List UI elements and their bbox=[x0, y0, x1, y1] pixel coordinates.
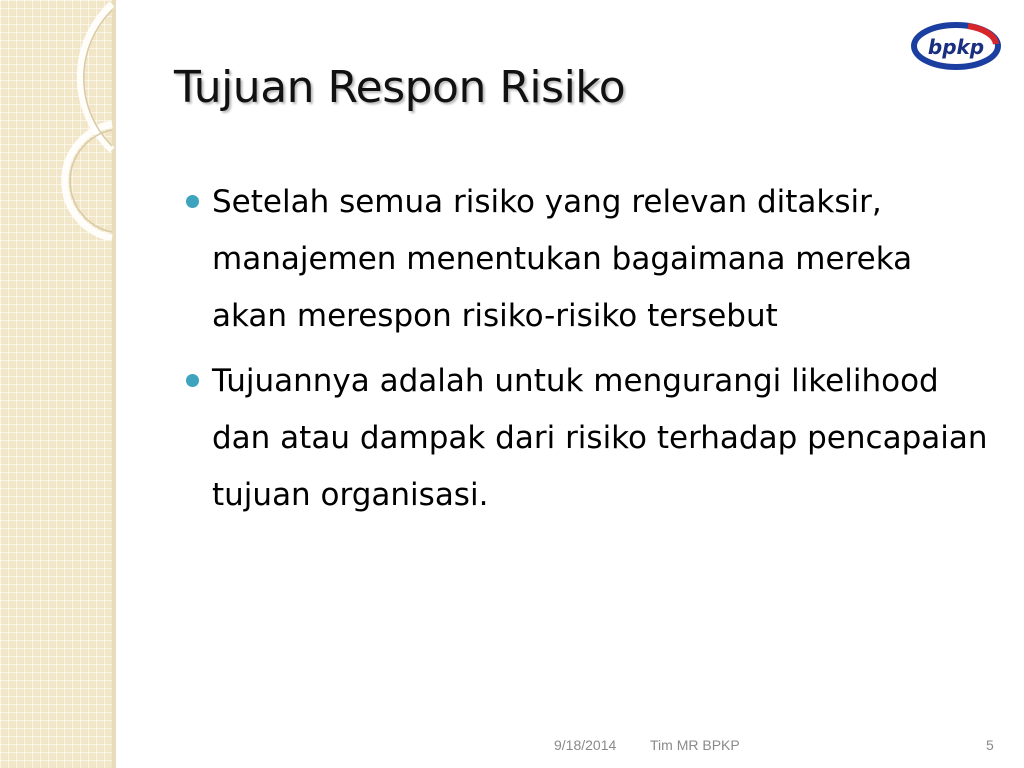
logo-text: bpkp bbox=[927, 35, 985, 59]
page-number: 5 bbox=[986, 737, 994, 753]
bullet-dot-icon bbox=[186, 374, 199, 387]
slide-title: Tujuan Respon Risiko bbox=[174, 62, 626, 113]
bullet-item-1 bbox=[186, 174, 996, 345]
bullet-list bbox=[186, 174, 996, 532]
bullet-dot-icon bbox=[186, 195, 199, 208]
bullet-text-1: Setelah semua risiko yang relevan ditaksir, manajemen menentukan bagaimana mereka akan merespon risiko-risiko tersebut bbox=[212, 184, 913, 334]
bullet-text-2: Tujuannya adalah untuk mengurangi likelihood dan atau dampak dari risiko terhadap pencapaian tujuan organisasi. bbox=[212, 363, 988, 513]
footer-text: Tim MR BPKP bbox=[650, 737, 740, 753]
bpkp-logo-icon bbox=[910, 20, 1002, 72]
bullet-item-2 bbox=[186, 353, 996, 524]
footer-date: 9/18/2014 bbox=[554, 737, 617, 753]
decorative-arcs bbox=[0, 0, 120, 240]
